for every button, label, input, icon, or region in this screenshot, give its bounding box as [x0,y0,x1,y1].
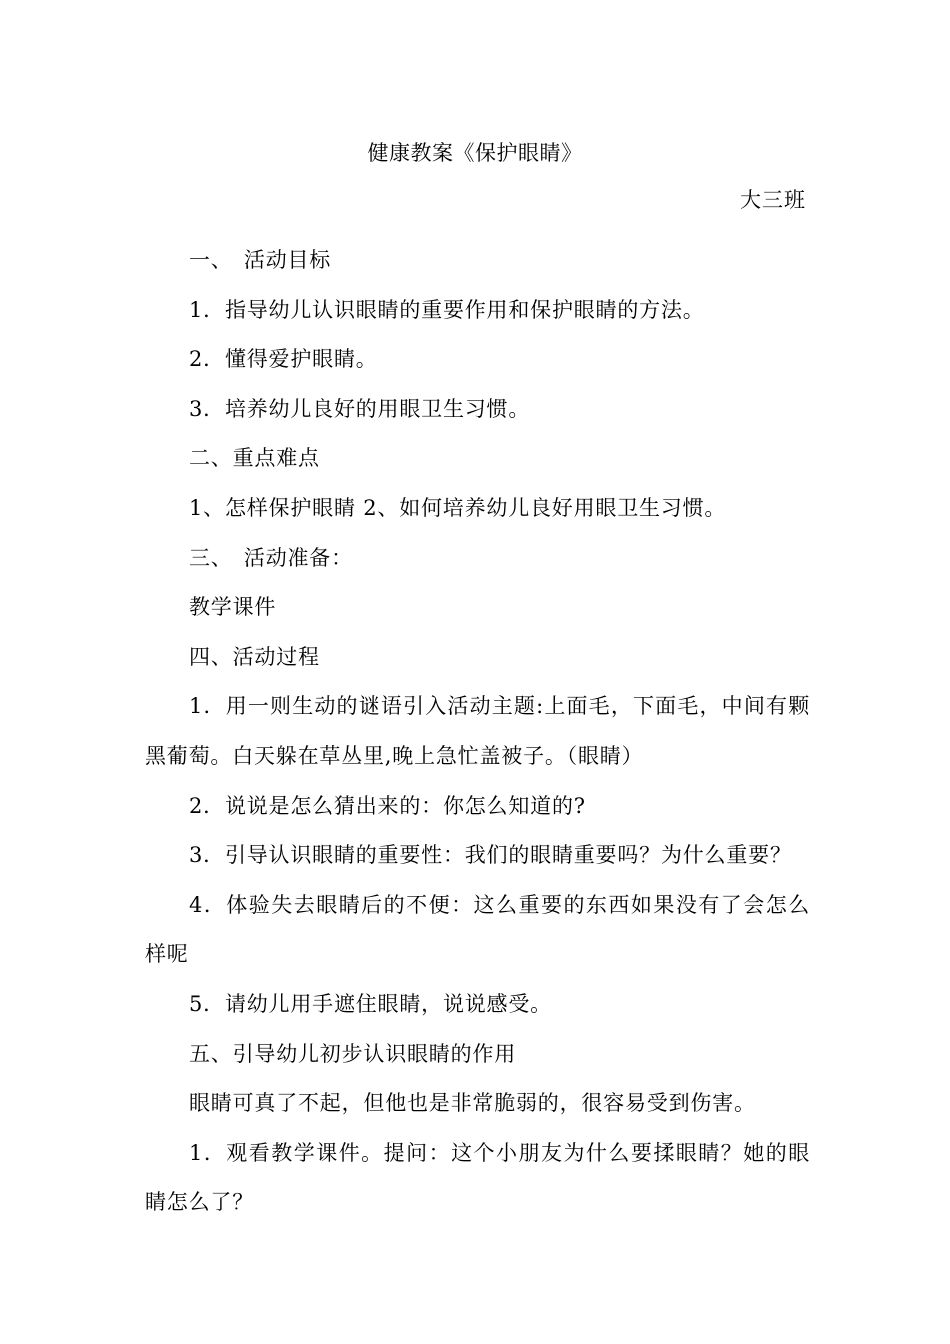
goal-item: 3．培养幼儿良好的用眼卫生习惯。 [189,396,531,421]
process-item: 4．体验失去眼睛后的不便：这么重要的东西如果没有了会怎么样呢 [145,892,810,967]
process-item: 3．引导认识眼睛的重要性：我们的眼睛重要吗？为什么重要？ [189,843,792,868]
section-heading-goals: 一、 活动目标 [189,248,332,272]
document-body [145,236,810,1228]
section-heading-process: 四、活动过程 [189,644,320,669]
eye-function-item: 1．观看教学课件。提问：这个小朋友为什么要揉眼睛？她的眼睛怎么了？ [145,1140,810,1215]
document-title: 健康教案《保护眼睛》 [367,141,583,165]
goal-item: 1．指导幼儿认识眼睛的重要作用和保护眼睛的方法。 [189,297,705,322]
eye-function-text: 眼睛可真了不起，但他也是非常脆弱的，很容易受到伤害。 [189,1091,756,1116]
section-heading-key-points: 二、重点难点 [189,446,320,471]
process-item: 2．说说是怎么猜出来的：你怎么知道的? [189,793,586,818]
section-heading-preparation: 三、 活动准备： [189,545,353,570]
key-points-text: 1、怎样保护眼睛 2、如何培养幼儿良好用眼卫生习惯。 [189,495,727,520]
goal-item: 2．懂得爱护眼睛。 [189,347,378,372]
process-item: 5．请幼儿用手遮住眼睛，说说感受。 [189,991,552,1016]
class-name: 大三班 [740,188,806,212]
section-heading-eye-function: 五、引导幼儿初步认识眼睛的作用 [189,1041,516,1066]
preparation-text: 教学课件 [189,595,277,620]
process-item: 1．用一则生动的谜语引入活动主题:上面毛，下面毛，中间有颗黑葡萄。白天躲在草丛里,晚上急忙盖被子。（眼睛） [145,694,810,768]
